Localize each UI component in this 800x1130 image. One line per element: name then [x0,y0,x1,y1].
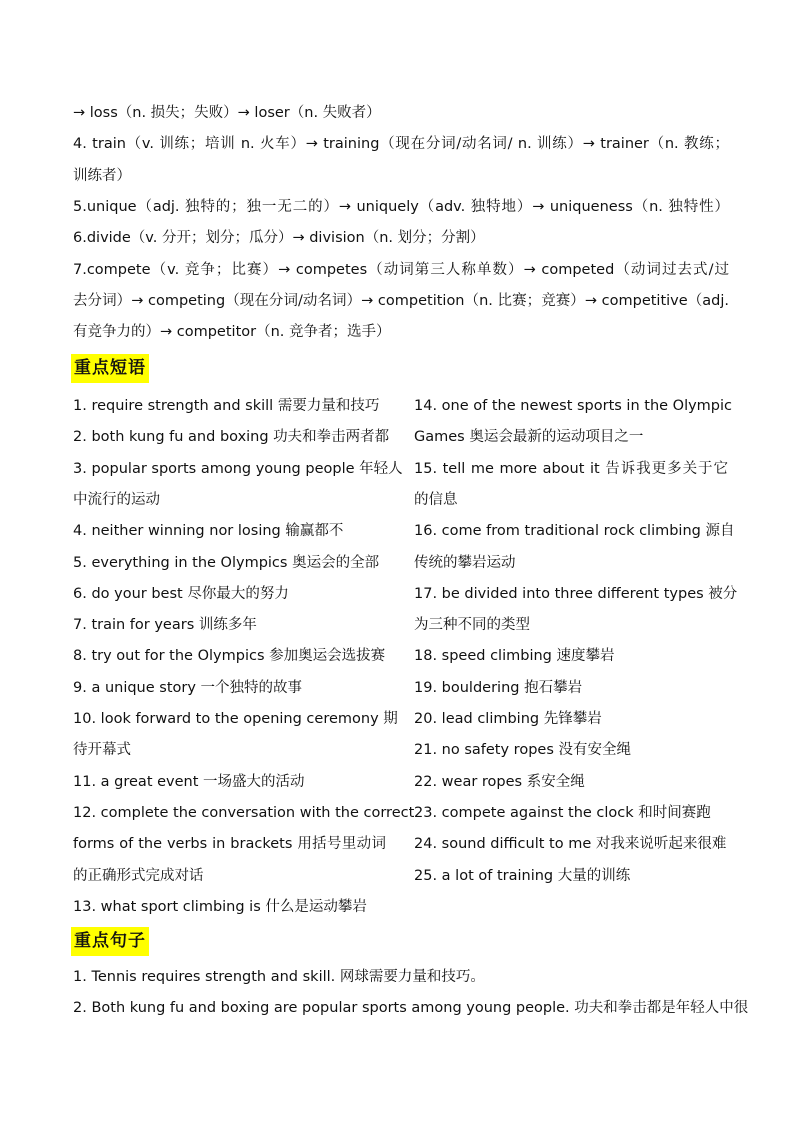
phrase-left-line-1: 1. require strength and skill 需要力量和技巧 [73,398,380,414]
sentence-line-1: 1. Tennis requires strength and skill. 网球需要力量和技巧。 [73,969,485,985]
phrase-left-line-10: 9. a unique story 一个独特的故事 [73,679,303,696]
phrase-left-line-17: 13. what sport climbing is 什么是运动攀岩 [73,898,367,915]
phrase-right-line-14: 23. compete against the clock 和时间赛跑 [414,804,711,821]
phrase-right-line-2: Games 奥运会最新的运动项目之一 [414,429,644,446]
phrase-left-line-4: 中流行的运动 [73,491,160,508]
phrase-right-line-11: 20. lead climbing 先锋攀岩 [414,711,602,727]
phrase-right-line-16: 25. a lot of training 大量的训练 [414,867,631,884]
phrase-left-line-12: 待开幕式 [73,742,131,759]
sentences-heading: 重点句子 [71,927,149,956]
vocab-line-6: 7.compete（v. 竞争；比赛）→ competes（动词第三人称单数）→ competed（动词过去式/过 [73,261,729,278]
phrase-left-line-2: 2. both kung fu and boxing 功夫和拳击两者都 [73,429,390,446]
phrase-right-line-9: 18. speed climbing 速度攀岩 [414,648,615,665]
phrase-left-line-3: 3. popular sports among young people 年轻人 [73,460,403,477]
phrase-left-line-8: 7. train for years 训练多年 [73,617,257,634]
phrase-right-line-12: 21. no safety ropes 没有安全绳 [414,742,631,759]
phrase-right-line-10: 19. bouldering 抱石攀岩 [414,679,583,696]
vocab-line-3: 训练者） [73,167,131,184]
vocab-line-2: 4. train（v. 训练；培训 n. 火车）→ training（现在分词/动名词/ n. 训练）→ trainer（n. 教练； [73,136,729,153]
phrase-right-line-1: 14. one of the newest sports in the Olympic [414,398,733,414]
phrase-left-line-15: forms of the verbs in brackets 用括号里动词 [73,836,386,853]
phrase-left-line-16: 的正确形式完成对话 [73,867,204,884]
phrase-left-line-14: 12. complete the conversation with the correct [73,804,415,821]
phrase-right-line-15: 24. sound difficult to me 对我来说听起来很难 [414,836,727,853]
phrase-left-line-7: 6. do your best 尽你最大的努力 [73,585,289,602]
phrase-left-line-6: 5. everything in the Olympics 奥运会的全部 [73,554,380,571]
vocab-line-7: 去分词）→ competing（现在分词/动名词）→ competition（n. 比赛；竞赛）→ competitive（adj. [73,292,729,309]
vocab-line-1: → loss（n. 损失；失败）→ loser（n. 失败者） [73,105,381,121]
phrase-right-line-3: 15. tell me more about it 告诉我更多关于它 [414,460,728,477]
vocab-line-4: 5.unique（adj. 独特的；独一无二的）→ uniquely（adv. 独特地）→ uniqueness（n. 独特性） [73,198,729,215]
phrase-right-line-8: 为三种不同的类型 [414,617,530,634]
phrase-right-line-13: 22. wear ropes 系安全绳 [414,773,585,790]
phrase-right-line-5: 16. come from traditional rock climbing 源自 [414,523,735,540]
phrase-right-line-7: 17. be divided into three different types 被分 [414,585,738,602]
vocab-line-5: 6.divide（v. 分开；划分；瓜分）→ division（n. 划分；分割） [73,230,485,247]
phrase-left-line-9: 8. try out for the Olympics 参加奥运会选拔赛 [73,648,386,665]
phrase-left-line-11: 10. look forward to the opening ceremony 期 [73,711,398,727]
phrase-right-line-6: 传统的攀岩运动 [414,554,516,571]
phrase-left-line-13: 11. a great event 一场盛大的活动 [73,773,305,790]
vocab-line-8: 有竞争力的）→ competitor（n. 竞争者；选手） [73,324,391,341]
phrases-heading: 重点短语 [71,354,149,383]
sentence-line-2: 2. Both kung fu and boxing are popular sports among young people. 功夫和拳击都是年轻人中很 [73,1000,749,1017]
phrase-right-line-4: 的信息 [414,491,458,508]
phrase-left-line-5: 4. neither winning nor losing 输赢都不 [73,523,344,540]
